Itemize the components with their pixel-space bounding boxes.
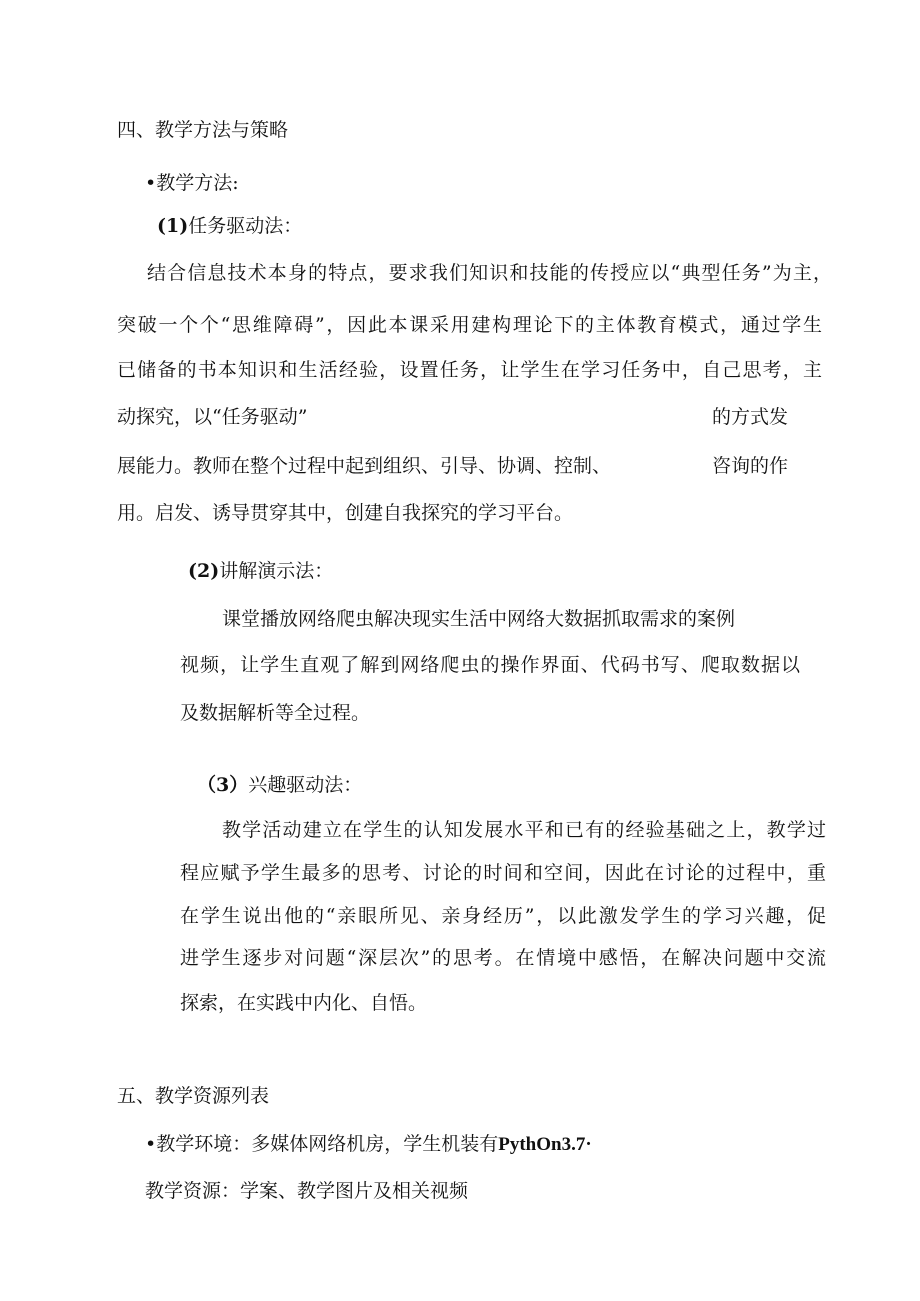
paragraph-line: 在学生说出他的“亲眼所见、亲身经历”，以此激发学生的学习兴趣，促: [180, 905, 826, 927]
paragraph-line: 用。启发、诱导贯穿其中，创建自我探究的学习平台。: [117, 502, 574, 524]
methods-bullet: •教学方法:: [145, 172, 239, 194]
method-name: 任务驱动法：: [188, 215, 303, 237]
method-title: [157, 213, 302, 239]
paragraph-line: 结合信息技术本身的特点，要求我们知识和技能的传授应以“典型任务”为主，: [147, 262, 832, 284]
paragraph-line: 动探究，以“任务驱动”: [117, 406, 308, 428]
method-number: (2): [188, 560, 220, 582]
environment-text: •教学环境：多媒体网络机房，学生机装有: [145, 1133, 499, 1155]
environment-line: [145, 1131, 592, 1158]
method-number: (1): [157, 215, 189, 237]
paragraph-line: 课堂播放网络爬虫解决现实生活中网络大数据抓取需求的案例: [222, 608, 736, 630]
paragraph-line: 已储备的书本知识和生活经验，设置任务，让学生在学习任务中，自己思考，主: [117, 359, 822, 381]
method-name: 兴趣驱动法：: [248, 774, 363, 796]
method-title: [197, 772, 362, 798]
paragraph-line-fragment: 咨询的作: [712, 455, 789, 477]
paragraph-line: 突破一个个“思维障碍”，因此本课采用建构理论下的主体教育模式，通过学生: [117, 314, 822, 336]
method-number: （3）: [197, 774, 249, 796]
paragraph-line: 程应赋予学生最多的思考、讨论的时间和空间，因此在讨论的过程中，重: [180, 862, 826, 884]
paragraph-line: 及数据解析等全过程。: [180, 702, 371, 724]
paragraph-line: 视频，让学生直观了解到网络爬虫的操作界面、代码书写、爬取数据以: [180, 654, 800, 676]
paragraph-line: 探索，在实践中内化、自悟。: [180, 992, 428, 1014]
section-heading: 四、教学方法与策略: [117, 119, 289, 141]
paragraph-line: 教学活动建立在学生的认知发展水平和已有的经验基础之上，教学过: [222, 819, 826, 841]
section-heading: 五、教学资源列表: [117, 1085, 270, 1107]
method-name: 讲解演示法：: [219, 560, 334, 582]
paragraph-line: 展能力。教师在整个过程中起到组织、引导、协调、控制、: [117, 455, 612, 477]
method-title: [188, 558, 333, 584]
software-version: PythOn3.7·: [498, 1134, 592, 1155]
resources-line: 教学资源：学案、教学图片及相关视频: [145, 1180, 469, 1202]
paragraph-line-fragment: 的方式发: [712, 406, 789, 428]
paragraph-line: 进学生逐步对问题“深层次”的思考。在情境中感悟，在解决问题中交流: [180, 947, 826, 969]
